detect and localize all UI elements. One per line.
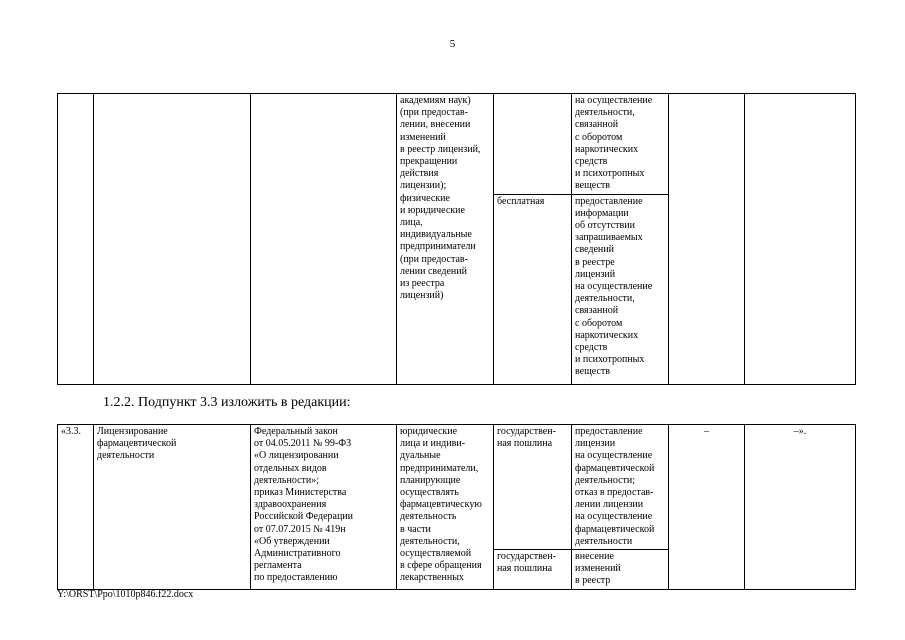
- table-cell-name: Лицензирование фармацевтической деятельности: [94, 425, 251, 590]
- table-cell-fee: [494, 94, 572, 195]
- table-cell-law: Федеральный закон от 04.05.2011 № 99-ФЗ «О лицензировании отдельных видов деятельности»; приказ Министерства здравоохранения Российской Федерации от 07.07.2015 № 419н «Об утверждении Административного регламента по предоставлению: [251, 425, 397, 590]
- table-cell: [94, 94, 251, 385]
- table-cell: [251, 94, 397, 385]
- page-number: 5: [449, 38, 456, 50]
- table-cell-dash: –: [669, 425, 745, 590]
- table-cell-applicants: юридические лица и индиви- дуальные предприниматели, планирующие осуществлять фармацевтическую деятельность в части деятельности, осуществляемой в сфере обращения лекарственных: [397, 425, 494, 590]
- table-row: [58, 94, 856, 195]
- table-cell-result: внесение изменений в реестр: [572, 550, 669, 590]
- table-cell-result: на осуществление деятельности, связанной с оборотом наркотических средств и психотропных веществ: [572, 94, 669, 195]
- table-section-3-3: [57, 424, 856, 590]
- table-row: [58, 425, 856, 550]
- table-cell-number: «3.3.: [58, 425, 94, 590]
- table-cell-applicants: академиям наук) (при предостав- лении, внесении изменений в реестр лицензий, прекращении действия лицензии); физические и юридические лица, индивидуальные предприниматели (при предостав- лении сведений из реестра лицензий): [397, 94, 494, 385]
- table-cell-closing: –».: [745, 425, 856, 590]
- table-cell: [745, 94, 856, 385]
- table-cell-result: предоставление лицензии на осуществление фармацевтической деятельности; отказ в предостав- лении лицензии на осуществление фармацевтической деятельности: [572, 425, 669, 550]
- table-cell-result: предоставление информации об отсутствии запрашиваемых сведений в реестре лицензий на осуществление деятельности, связанной с оборотом наркотических средств и психотропных веществ: [572, 194, 669, 384]
- footer-file-path: Y:\ORST\Ppo\1010p846.f22.docx: [57, 589, 194, 600]
- table-continuation: [57, 93, 856, 385]
- table-cell-fee: государствен- ная пошлина: [494, 425, 572, 550]
- table-cell: [58, 94, 94, 385]
- table-cell-fee: государствен- ная пошлина: [494, 550, 572, 590]
- table-cell-fee: бесплатная: [494, 194, 572, 384]
- table-cell: [669, 94, 745, 385]
- section-heading: 1.2.2. Подпункт 3.3 изложить в редакции:: [103, 395, 351, 410]
